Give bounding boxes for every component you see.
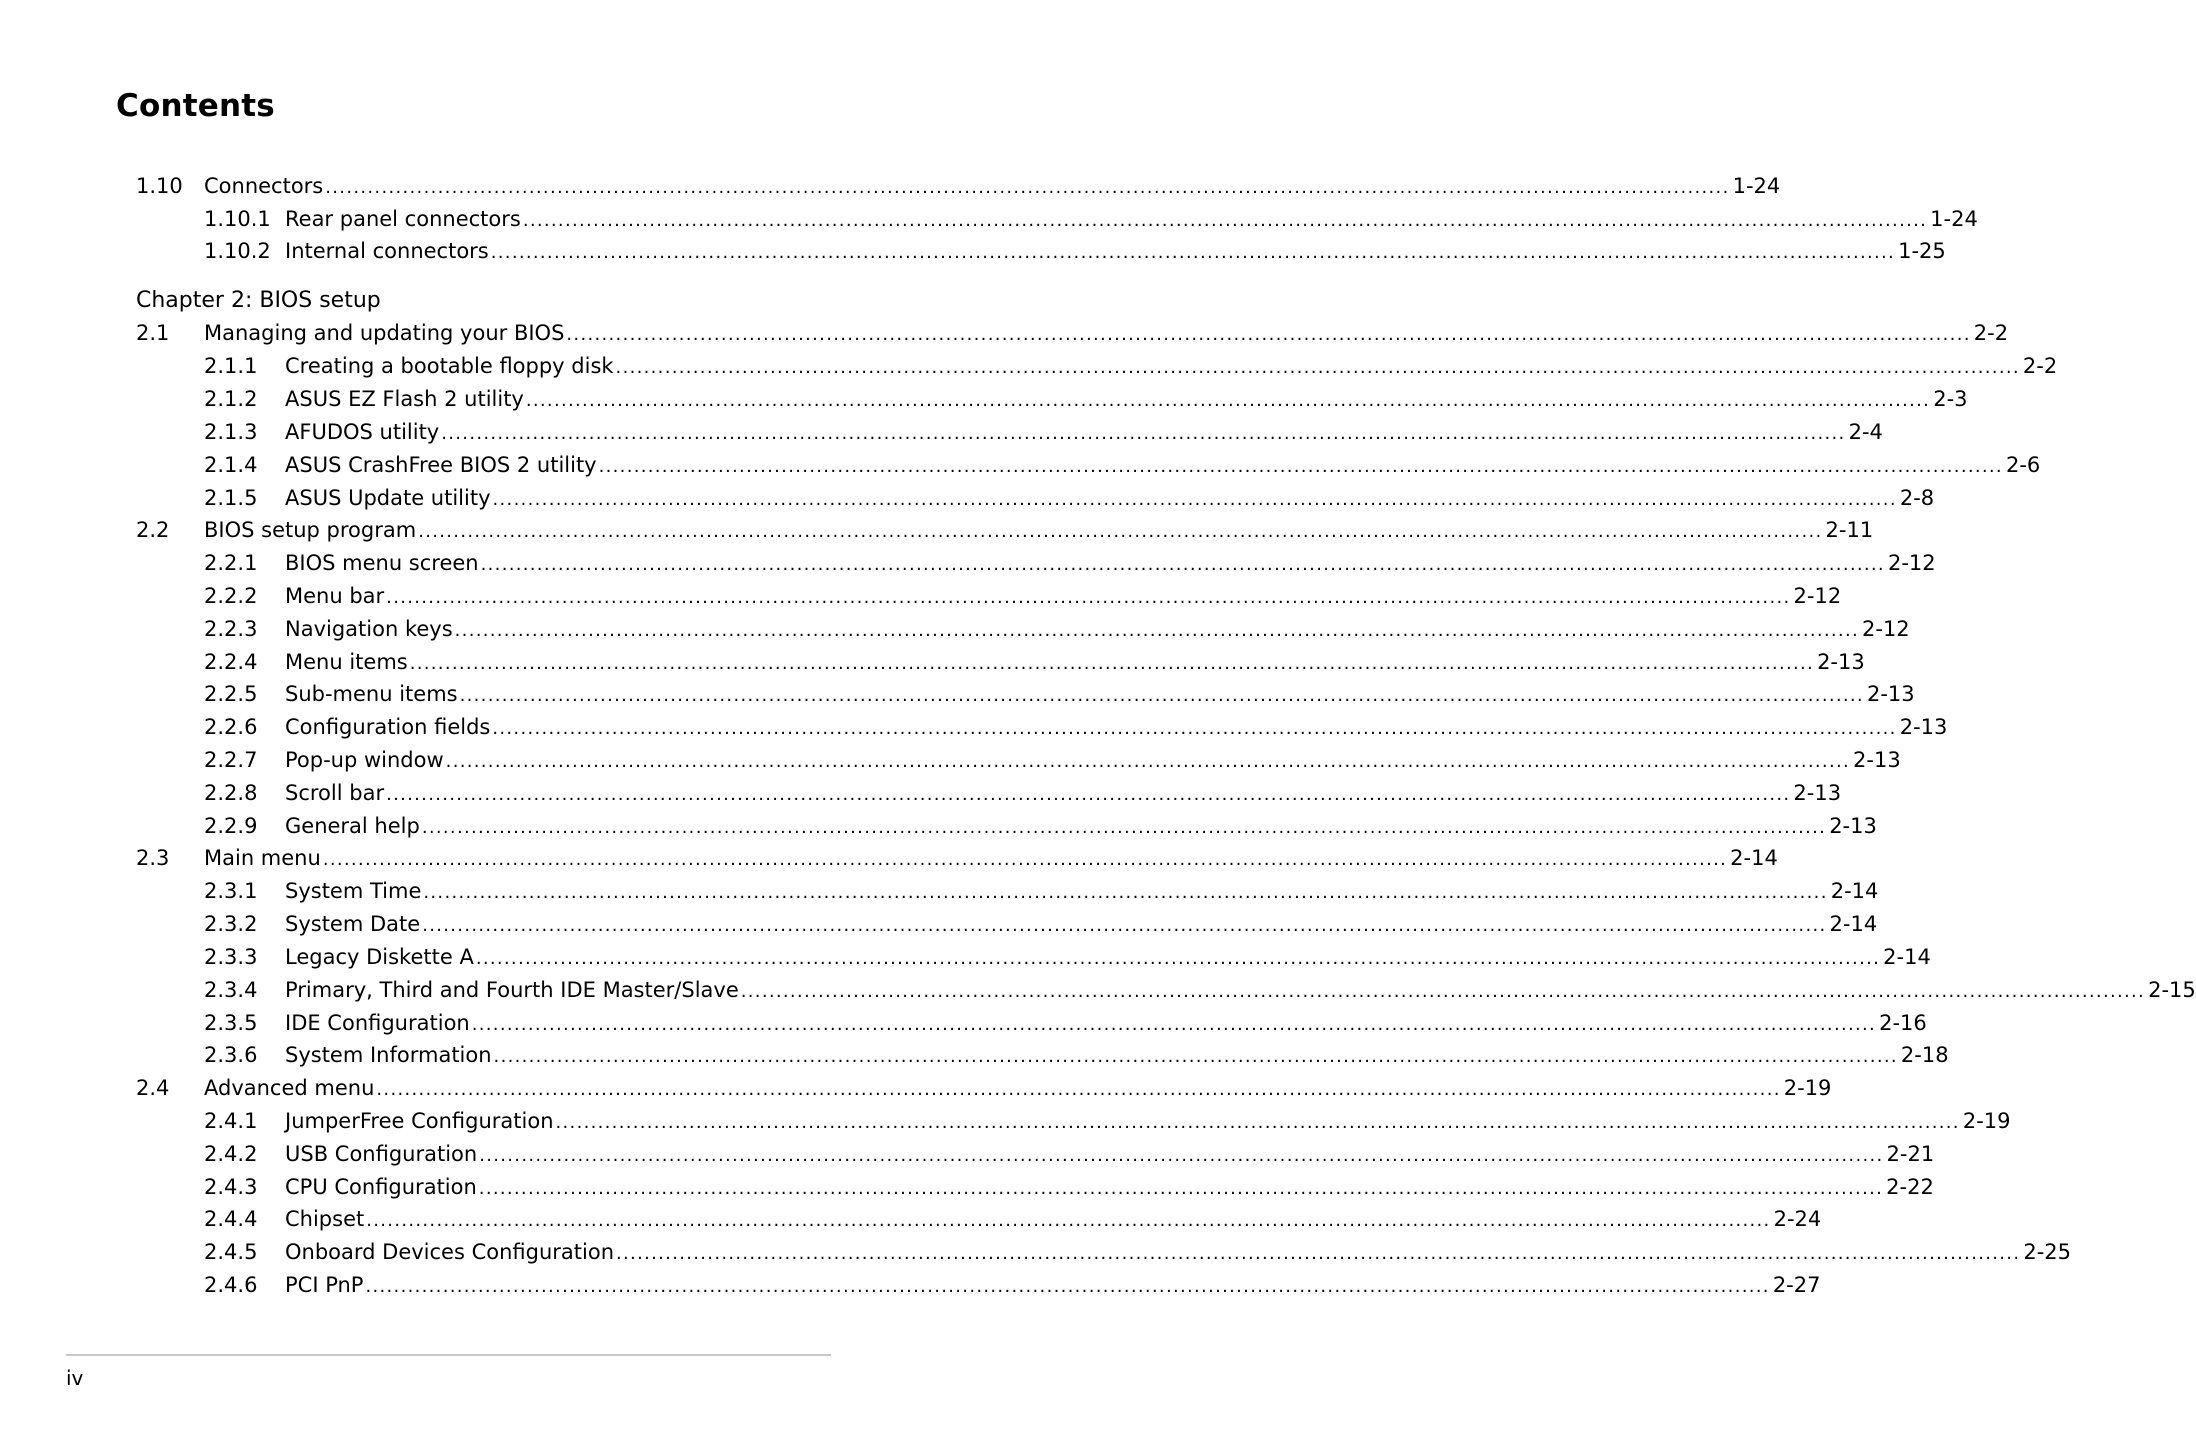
toc-entry[interactable] bbox=[0, 515, 1874, 545]
page-ref: 2-12 bbox=[1862, 617, 1910, 641]
section-title: Pop-up window bbox=[285, 748, 444, 772]
toc-entry[interactable] bbox=[0, 1237, 2072, 1267]
section-title: System Time bbox=[285, 879, 422, 903]
page-ref: 2-18 bbox=[1900, 1043, 1949, 1067]
toc-entry[interactable] bbox=[0, 1073, 1832, 1103]
toc-entry[interactable] bbox=[0, 647, 1865, 677]
dot-leader: ........................................................................................................................................................................................................ bbox=[325, 177, 1730, 198]
toc-entry[interactable] bbox=[0, 1270, 1821, 1300]
page-title: Contents bbox=[116, 88, 275, 124]
section-title: System Date bbox=[285, 912, 421, 936]
toc-entry[interactable] bbox=[0, 548, 1936, 578]
dot-leader: ........................................................................................................................................................................................................ bbox=[740, 981, 2146, 1002]
dot-leader: ........................................................................................................................................................................................................ bbox=[366, 1210, 1771, 1231]
page-ref: 2-12 bbox=[1793, 584, 1842, 608]
section-number: 1.10.2 bbox=[204, 239, 271, 263]
section-title: Connectors bbox=[204, 174, 324, 198]
section-number: 2.4.2 bbox=[204, 1142, 258, 1166]
toc-entry[interactable] bbox=[0, 712, 1948, 742]
toc-entry[interactable] bbox=[0, 450, 2041, 480]
section-number: 2.3.5 bbox=[204, 1011, 258, 1035]
section-number: 2.3.3 bbox=[204, 945, 258, 969]
page-ref: 2-27 bbox=[1772, 1273, 1821, 1297]
dot-leader: ........................................................................................................................................................................................................ bbox=[454, 620, 1859, 641]
section-title: Internal connectors bbox=[285, 239, 489, 263]
section-number: 2.4.3 bbox=[204, 1175, 258, 1199]
toc-entry[interactable] bbox=[0, 1106, 2011, 1136]
toc-entry[interactable] bbox=[0, 171, 1781, 201]
section-number: 2.4.6 bbox=[204, 1273, 258, 1297]
section-title: Configuration fields bbox=[285, 715, 491, 739]
section-title: BIOS menu screen bbox=[285, 551, 479, 575]
dot-leader: ........................................................................................................................................................................................................ bbox=[322, 849, 1728, 870]
dot-leader: ........................................................................................................................................................................................................ bbox=[445, 751, 1851, 772]
page-ref: 2-8 bbox=[1899, 486, 1935, 510]
toc-entry[interactable] bbox=[0, 204, 1978, 234]
page-ref: 2-16 bbox=[1879, 1011, 1927, 1035]
section-number: 2.1.5 bbox=[204, 486, 258, 510]
page-ref: 2-3 bbox=[1933, 387, 1968, 411]
page-ref: 2-14 bbox=[1830, 879, 1879, 903]
toc-entry[interactable] bbox=[0, 1172, 1934, 1202]
toc-entry[interactable] bbox=[0, 811, 1877, 841]
toc-entry[interactable] bbox=[0, 614, 1910, 644]
page-ref: 2-12 bbox=[1887, 551, 1936, 575]
dot-leader: ........................................................................................................................................................................................................ bbox=[422, 915, 1827, 936]
page-ref: 1-25 bbox=[1898, 239, 1946, 263]
section-number: 2.2.7 bbox=[204, 748, 258, 772]
section-title: Menu items bbox=[285, 650, 408, 674]
section-number: 2.2.4 bbox=[204, 650, 258, 674]
page-ref: 2-14 bbox=[1829, 912, 1878, 936]
page-ref: 2-25 bbox=[2023, 1240, 2072, 1264]
section-title: General help bbox=[285, 814, 420, 838]
page-ref: 2-14 bbox=[1883, 945, 1931, 969]
dot-leader: ........................................................................................................................................................................................................ bbox=[492, 489, 1897, 510]
dot-leader: ........................................................................................................................................................................................................ bbox=[525, 390, 1931, 411]
toc-entry[interactable] bbox=[0, 679, 1915, 709]
toc-entry[interactable] bbox=[0, 236, 1946, 266]
toc-entry[interactable] bbox=[0, 581, 1842, 611]
dot-leader: ........................................................................................................................................................................................................ bbox=[522, 210, 1928, 231]
dot-leader: ........................................................................................................................................................................................................ bbox=[459, 685, 1864, 706]
section-title: CPU Configuration bbox=[285, 1175, 477, 1199]
page-ref: 2-21 bbox=[1886, 1142, 1935, 1166]
page-ref: 2-19 bbox=[1962, 1109, 2011, 1133]
section-number: 2.1.2 bbox=[204, 387, 258, 411]
toc-entry[interactable] bbox=[0, 417, 1883, 447]
dot-leader: ........................................................................................................................................................................................................ bbox=[376, 1079, 1781, 1100]
dot-leader: ........................................................................................................................................................................................................ bbox=[478, 1178, 1884, 1199]
page-ref: 2-11 bbox=[1825, 518, 1874, 542]
toc-entry[interactable] bbox=[0, 843, 1778, 873]
section-title: Menu bar bbox=[285, 584, 385, 608]
section-number: 2.4 bbox=[136, 1076, 170, 1100]
section-number: 2.2.1 bbox=[204, 551, 258, 575]
section-number: 2.2.6 bbox=[204, 715, 258, 739]
section-title: ASUS EZ Flash 2 utility bbox=[285, 387, 524, 411]
section-title: Rear panel connectors bbox=[285, 207, 521, 231]
section-title: Sub-menu items bbox=[285, 682, 458, 706]
dot-leader: ........................................................................................................................................................................................................ bbox=[555, 1112, 1960, 1133]
section-title: ASUS Update utility bbox=[285, 486, 491, 510]
dot-leader: ........................................................................................................................................................................................................ bbox=[479, 1145, 1884, 1166]
section-title: USB Configuration bbox=[285, 1142, 478, 1166]
section-number: 2.1.4 bbox=[204, 453, 258, 477]
page-ref: 2-13 bbox=[1899, 715, 1948, 739]
section-number: 2.2.2 bbox=[204, 584, 258, 608]
dot-leader: ........................................................................................................................................................................................................ bbox=[615, 357, 2020, 378]
section-title: Advanced menu bbox=[204, 1076, 375, 1100]
section-title: Chipset bbox=[285, 1207, 365, 1231]
dot-leader: ........................................................................................................................................................................................................ bbox=[386, 587, 1791, 608]
section-number: 1.10.1 bbox=[204, 207, 271, 231]
section-title: AFUDOS utility bbox=[285, 420, 440, 444]
dot-leader: ........................................................................................................................................................................................................ bbox=[475, 948, 1881, 969]
dot-leader: ........................................................................................................................................................................................................ bbox=[418, 521, 1823, 542]
dot-leader: ........................................................................................................................................................................................................ bbox=[365, 1276, 1770, 1297]
page-ref: 2-13 bbox=[1829, 814, 1877, 838]
section-title: ASUS CrashFree BIOS 2 utility bbox=[285, 453, 597, 477]
toc-entry[interactable] bbox=[0, 942, 1931, 972]
section-number: 2.4.4 bbox=[204, 1207, 258, 1231]
toc-entry[interactable] bbox=[0, 909, 1878, 939]
toc-entry[interactable] bbox=[0, 1040, 1949, 1070]
page-ref: 2-24 bbox=[1773, 1207, 1822, 1231]
dot-leader: ........................................................................................................................................................................................................ bbox=[566, 324, 1971, 345]
section-title: Creating a bootable floppy disk bbox=[285, 354, 614, 378]
toc-entry[interactable] bbox=[0, 778, 1842, 808]
dot-leader: ........................................................................................................................................................................................................ bbox=[471, 1014, 1877, 1035]
section-number: 2.1 bbox=[136, 321, 170, 345]
dot-leader: ........................................................................................................................................................................................................ bbox=[386, 784, 1791, 805]
dot-leader: ........................................................................................................................................................................................................ bbox=[423, 882, 1828, 903]
dot-leader: ........................................................................................................................................................................................................ bbox=[409, 653, 1815, 674]
page-ref: 2-19 bbox=[1783, 1076, 1832, 1100]
page-number: iv bbox=[66, 1366, 84, 1390]
section-title: Navigation keys bbox=[285, 617, 453, 641]
chapter-heading: Chapter 2: BIOS setup bbox=[136, 288, 381, 313]
page-ref: 1-24 bbox=[1930, 207, 1978, 231]
page-ref: 2-13 bbox=[1853, 748, 1901, 772]
footer-rule bbox=[66, 1354, 831, 1356]
section-number: 2.4.5 bbox=[204, 1240, 258, 1264]
dot-leader: ........................................................................................................................................................................................................ bbox=[598, 456, 2003, 477]
toc-entry[interactable] bbox=[0, 1204, 1822, 1234]
section-number: 2.1.3 bbox=[204, 420, 258, 444]
section-title: JumperFree Configuration bbox=[285, 1109, 554, 1133]
dot-leader: ........................................................................................................................................................................................................ bbox=[480, 554, 1885, 575]
dot-leader: ........................................................................................................................................................................................................ bbox=[490, 242, 1896, 263]
section-number: 2.2.3 bbox=[204, 617, 258, 641]
section-title: BIOS setup program bbox=[204, 518, 417, 542]
section-title: Primary, Third and Fourth IDE Master/Slave bbox=[285, 978, 739, 1002]
section-number: 2.2.8 bbox=[204, 781, 258, 805]
toc-entry[interactable] bbox=[0, 318, 2009, 348]
section-number: 2.1.1 bbox=[204, 354, 258, 378]
toc-entry[interactable] bbox=[0, 745, 1901, 775]
section-number: 2.3.6 bbox=[204, 1043, 258, 1067]
section-number: 2.4.1 bbox=[204, 1109, 258, 1133]
section-number: 2.3.1 bbox=[204, 879, 258, 903]
toc-entry[interactable] bbox=[0, 1139, 1935, 1169]
toc-entry[interactable] bbox=[0, 351, 2058, 381]
section-title: Scroll bar bbox=[285, 781, 385, 805]
page-ref: 1-24 bbox=[1732, 174, 1781, 198]
section-title: Onboard Devices Configuration bbox=[285, 1240, 615, 1264]
section-title: Legacy Diskette A bbox=[285, 945, 474, 969]
section-number: 2.3 bbox=[136, 846, 170, 870]
page-ref: 2-4 bbox=[1848, 420, 1883, 444]
page-ref: 2-6 bbox=[2005, 453, 2041, 477]
toc-entry[interactable] bbox=[0, 975, 2196, 1005]
page-ref: 2-15 bbox=[2148, 978, 2196, 1002]
section-title: System Information bbox=[285, 1043, 492, 1067]
page-ref: 2-2 bbox=[2022, 354, 2058, 378]
page-ref: 2-14 bbox=[1730, 846, 1778, 870]
dot-leader: ........................................................................................................................................................................................................ bbox=[493, 1046, 1898, 1067]
page-ref: 2-13 bbox=[1793, 781, 1842, 805]
toc-entry[interactable] bbox=[0, 384, 1968, 414]
section-number: 2.2.5 bbox=[204, 682, 258, 706]
toc-entry[interactable] bbox=[0, 483, 1935, 513]
section-title: PCI PnP bbox=[285, 1273, 364, 1297]
section-title: IDE Configuration bbox=[285, 1011, 470, 1035]
section-number: 2.3.4 bbox=[204, 978, 258, 1002]
section-title: Main menu bbox=[204, 846, 321, 870]
toc-entry[interactable] bbox=[0, 876, 1879, 906]
dot-leader: ........................................................................................................................................................................................................ bbox=[421, 817, 1827, 838]
section-number: 2.3.2 bbox=[204, 912, 258, 936]
dot-leader: ........................................................................................................................................................................................................ bbox=[616, 1243, 2021, 1264]
dot-leader: ........................................................................................................................................................................................................ bbox=[441, 423, 1846, 444]
page-ref: 2-2 bbox=[1973, 321, 2009, 345]
section-number: 2.2 bbox=[136, 518, 170, 542]
page-ref: 2-13 bbox=[1817, 650, 1865, 674]
page-ref: 2-22 bbox=[1886, 1175, 1934, 1199]
toc-entry[interactable] bbox=[0, 1008, 1927, 1038]
section-number: 2.2.9 bbox=[204, 814, 258, 838]
section-number: 1.10 bbox=[136, 174, 183, 198]
page-ref: 2-13 bbox=[1866, 682, 1915, 706]
section-title: Managing and updating your BIOS bbox=[204, 321, 565, 345]
dot-leader: ........................................................................................................................................................................................................ bbox=[492, 718, 1897, 739]
